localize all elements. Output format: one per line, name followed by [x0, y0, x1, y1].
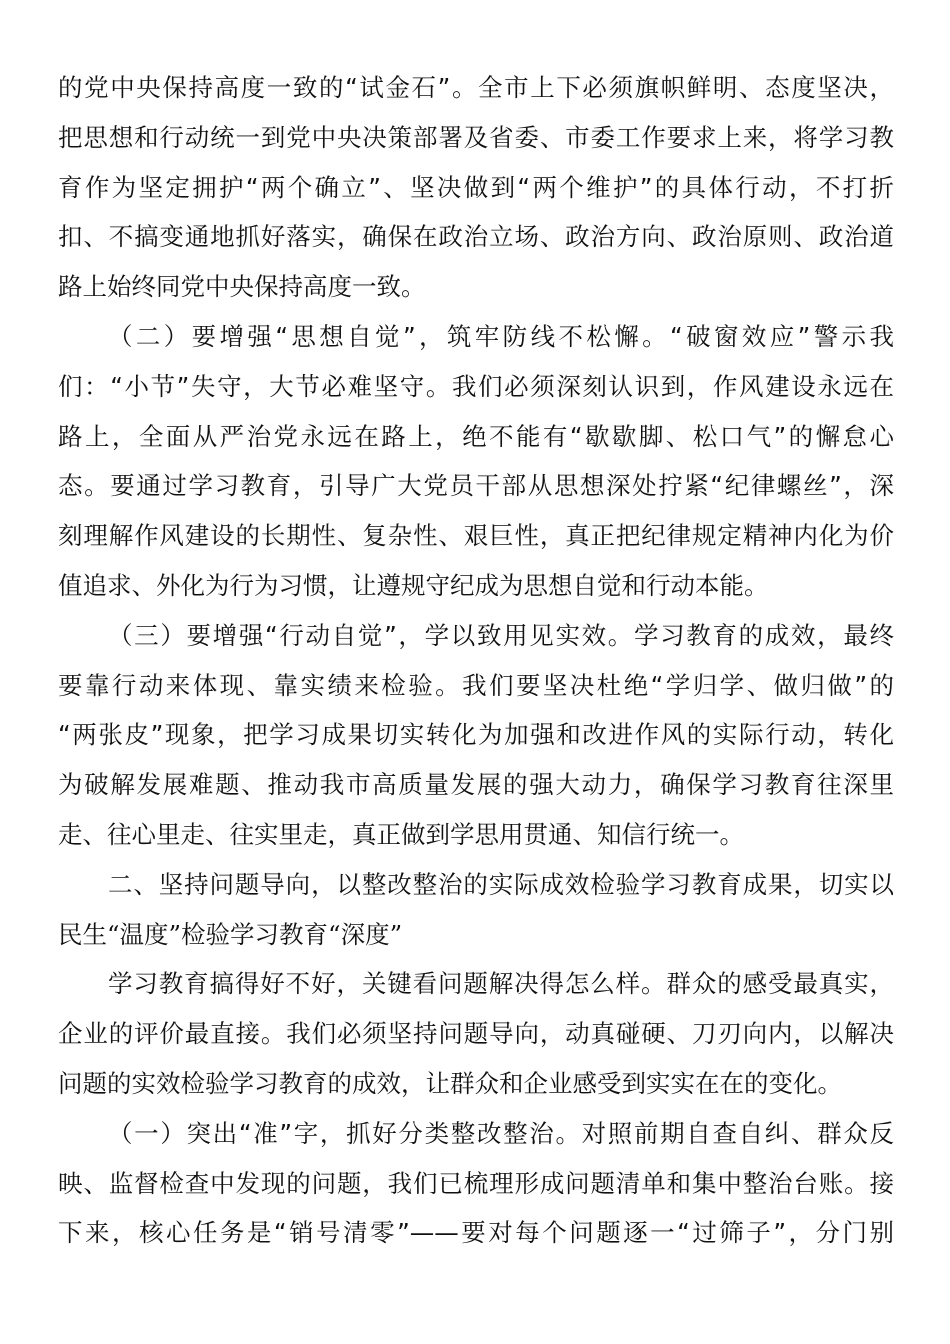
paragraph [58, 959, 894, 1108]
paragraph [58, 611, 894, 860]
text-line: 为破解发展难题、推动我市高质量发展的强大动力，确保学习教育往深里 [58, 770, 894, 800]
text-line: 二、坚持问题导向，以整改整治的实际成效检验学习教育成果，切实以 [108, 869, 894, 899]
text-line: 态。要通过学习教育，引导广大党员干部从思想深处拧紧“纪律螺丝”，深 [58, 471, 894, 501]
text-line: “两张皮”现象，把学习成果切实转化为加强和改进作风的实际行动，转化 [58, 720, 894, 750]
document-page [58, 63, 894, 1258]
text-line: 路上始终同党中央保持高度一致。 [58, 272, 426, 302]
text-line: 学习教育搞得好不好，关键看问题解决得怎么样。群众的感受最真实， [108, 969, 894, 999]
text-line: （三）要增强“行动自觉”，学以致用见实效。学习教育的成效，最终 [108, 620, 894, 650]
text-line: 们：“小节”失守，大节必难坚守。我们必须深刻认识到，作风建设永远在 [58, 371, 894, 401]
text-line: 扣、不搞变通地抓好落实，确保在政治立场、政治方向、政治原则、政治道 [58, 222, 894, 252]
text-line: 的党中央保持高度一致的“试金石”。全市上下必须旗帜鲜明、态度坚决， [58, 73, 894, 102]
text-line: 把思想和行动统一到党中央决策部署及省委、市委工作要求上来，将学习教 [58, 122, 894, 152]
text-line: 映、监督检查中发现的问题，我们已梳理形成问题清单和集中整治台账。接 [58, 1168, 894, 1198]
text-line: 问题的实效检验学习教育的成效，让群众和企业感受到实实在在的变化。 [58, 1068, 842, 1098]
text-line: 下来，核心任务是“销号清零”——要对每个问题逐一“过筛子”，分门别 [58, 1218, 894, 1248]
text-line: （二）要增强“思想自觉”，筑牢防线不松懈。“破窗效应”警示我 [108, 321, 894, 351]
paragraph [58, 1109, 894, 1258]
text-line: 企业的评价最直接。我们必须坚持问题导向，动真碰硬、刀刃向内，以解决 [58, 1019, 894, 1049]
text-line: 值追求、外化为行为习惯，让遵规守纪成为思想自觉和行动本能。 [58, 570, 769, 600]
text-line: 走、往心里走、往实里走，真正做到学思用贯通、知信行统一。 [58, 819, 744, 849]
text-line: 要靠行动来体现、靠实绩来检验。我们要坚决杜绝“学归学、做归做”的 [58, 670, 894, 700]
paragraph [58, 312, 894, 611]
text-line: （一）突出“准”字，抓好分类整改整治。对照前期自查自纠、群众反 [108, 1118, 894, 1148]
text-line: 育作为坚定拥护“两个确立”、坚决做到“两个维护”的具体行动，不打折 [58, 172, 894, 202]
paragraph [58, 63, 894, 312]
text-line: 刻理解作风建设的长期性、复杂性、艰巨性，真正把纪律规定精神内化为价 [58, 521, 894, 551]
text-line: 路上，全面从严治党永远在路上，绝不能有“歇歇脚、松口气”的懈怠心 [58, 421, 894, 451]
text-line: 民生“温度”检验学习教育“深度” [58, 919, 403, 949]
section-heading [58, 860, 894, 960]
